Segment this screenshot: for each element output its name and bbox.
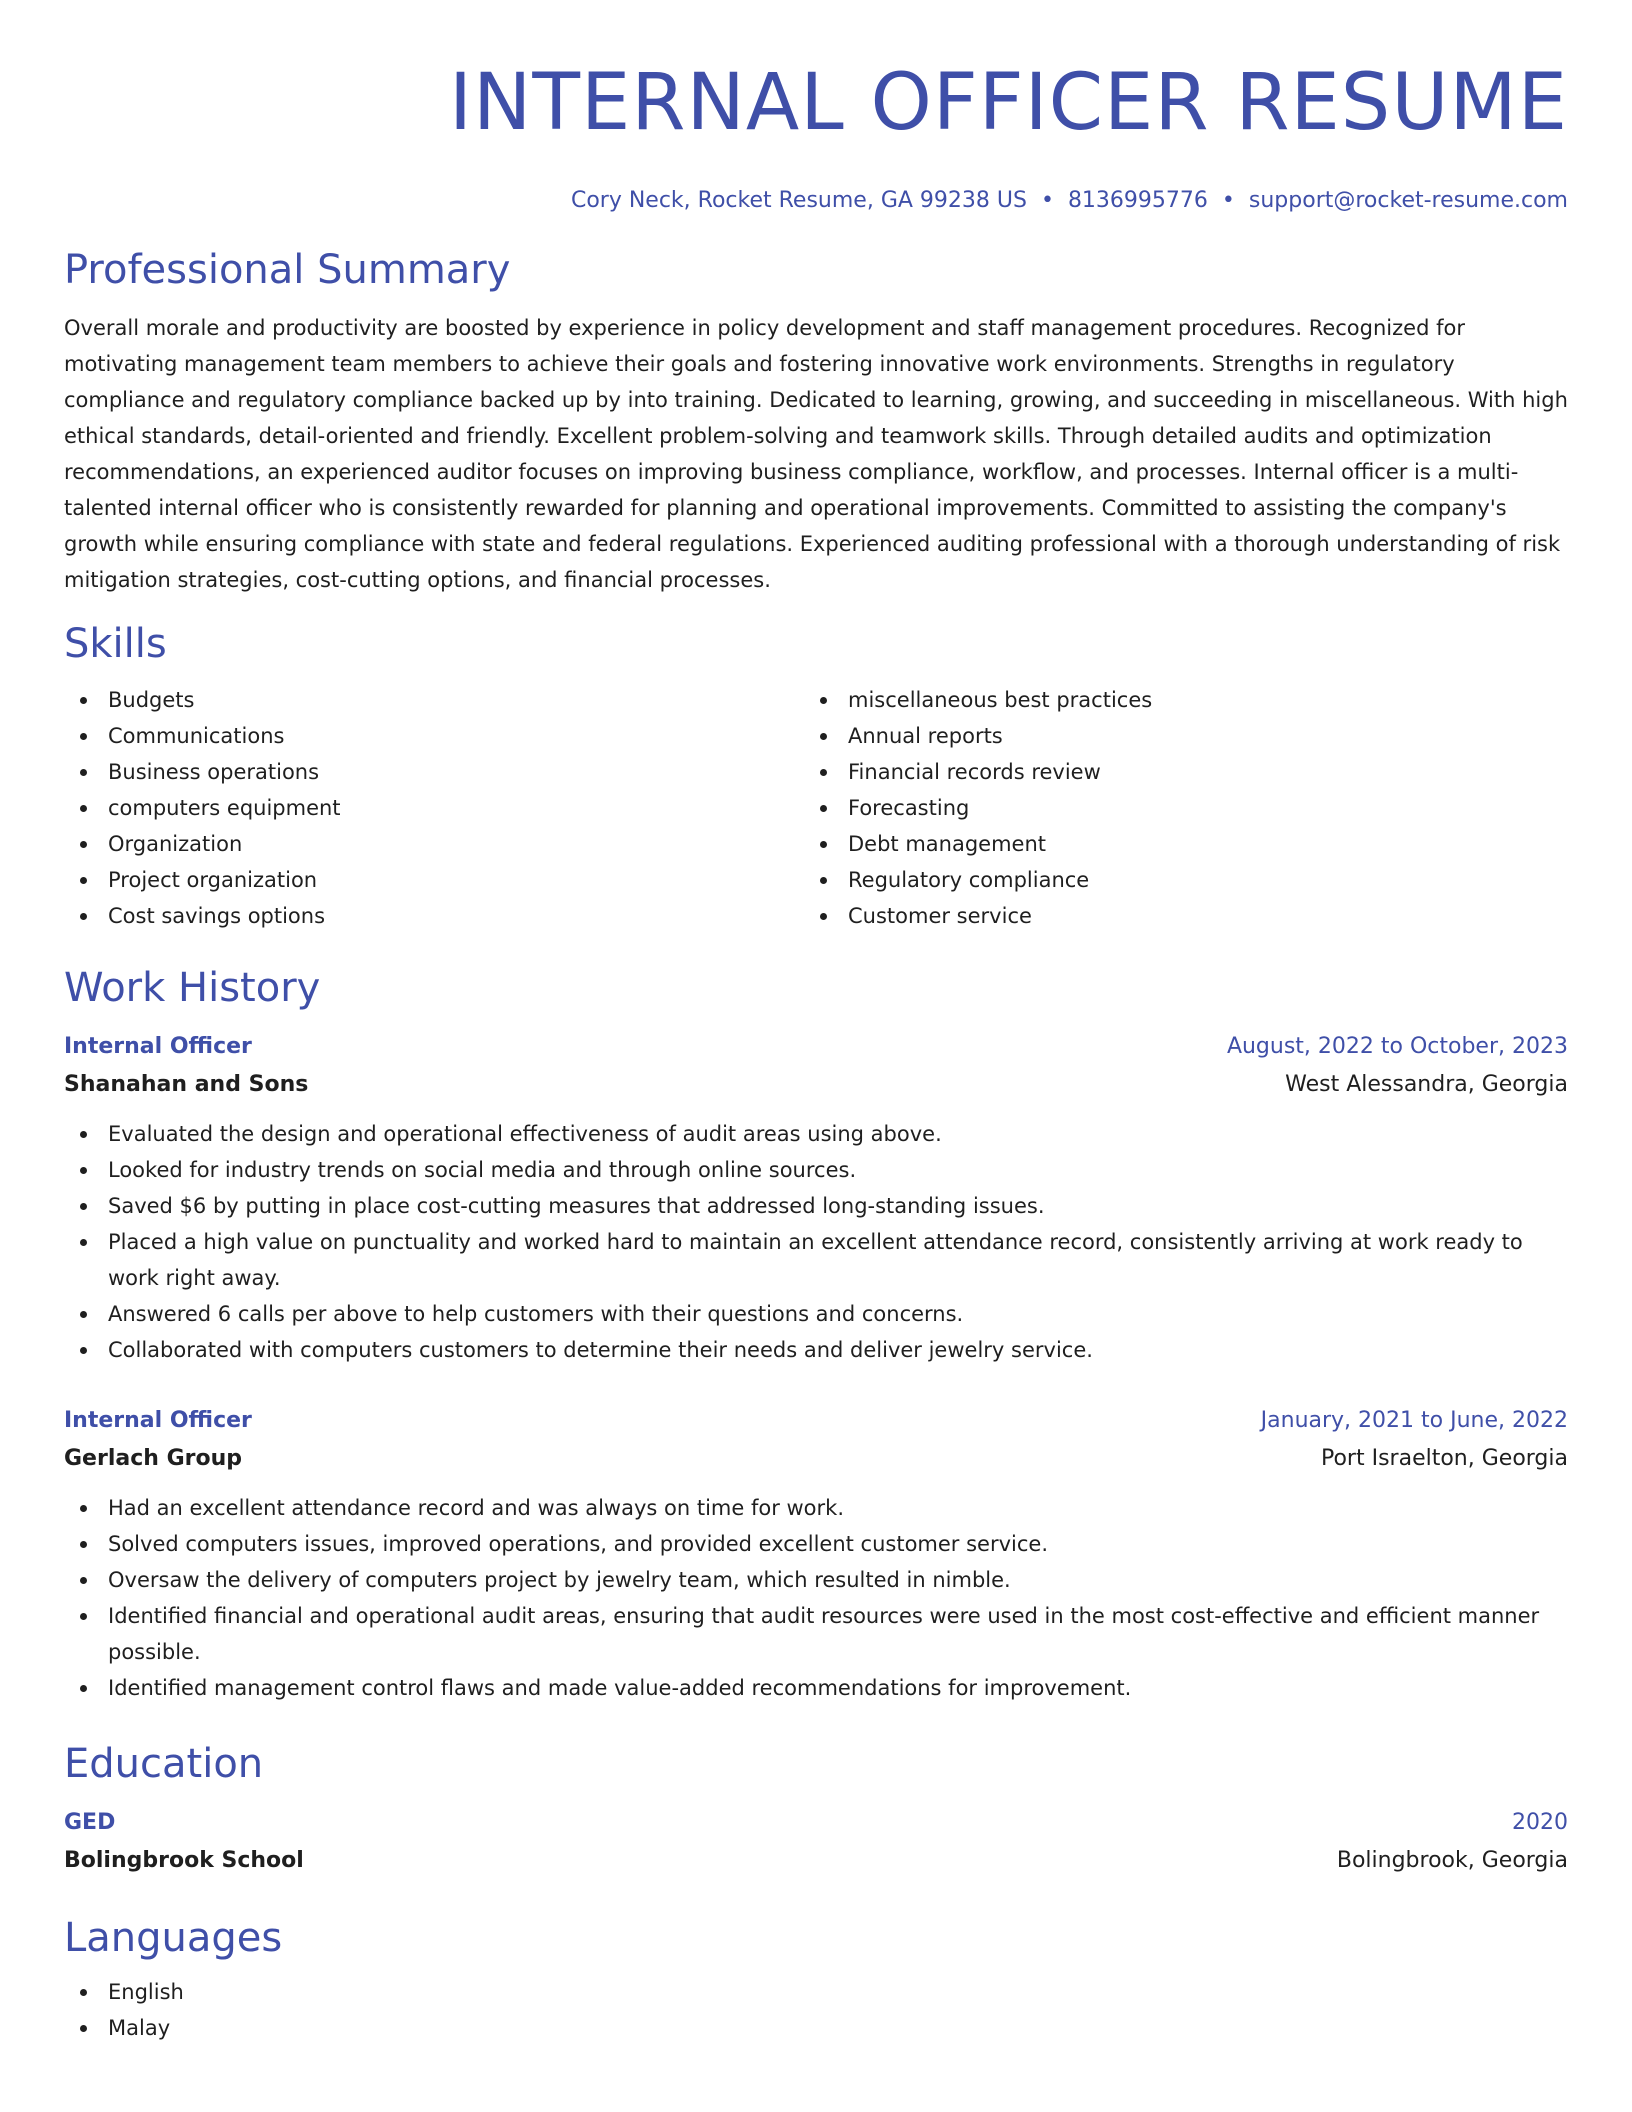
education-entry [64, 1804, 1568, 1880]
skill-item: computers equipment [64, 790, 804, 826]
job-header-row [64, 1028, 1568, 1066]
job-location: Port Israelton, Georgia [1320, 1446, 1568, 1471]
job-duty: Evaluated the design and operational effectiveness of audit areas using above. [64, 1116, 1568, 1152]
language-item: English [64, 1974, 1568, 2010]
education-header-row [64, 1804, 1568, 1842]
language-item: Malay [64, 2010, 1568, 2046]
skill-item: Cost savings options [64, 898, 804, 934]
job-duty: Placed a high value on punctuality and worked hard to maintain an excellent attendance record, consistently arriving at work ready to work right away. [64, 1224, 1568, 1296]
contact-line [64, 186, 1568, 216]
skills-list-right [804, 682, 1544, 934]
job-duty: Answered 6 calls per above to help customers with their questions and concerns. [64, 1296, 1568, 1332]
skill-item: Project organization [64, 862, 804, 898]
job-duty: Collaborated with computers customers to determine their needs and deliver jewelry service. [64, 1332, 1568, 1368]
section-heading-languages: Languages [64, 1915, 283, 1961]
contact-phone[interactable]: 8136995776 [1067, 188, 1208, 213]
section-heading-summary: Professional Summary [64, 247, 511, 293]
education-section [64, 1740, 1568, 1880]
job-company-row [64, 1440, 1568, 1478]
job-duties-list [64, 1490, 1568, 1706]
job-duty: Oversaw the delivery of computers project by jewelry team, which resulted in nimble. [64, 1562, 1568, 1598]
skill-item: Financial records review [804, 754, 1544, 790]
job-company-row [64, 1066, 1568, 1104]
skill-item: Communications [64, 718, 804, 754]
contact-address: Cory Neck, Rocket Resume, GA 99238 US [570, 188, 1027, 213]
job-dates: August, 2022 to October, 2023 [1226, 1034, 1568, 1059]
job-duty: Solved computers issues, improved operations, and provided excellent customer service. [64, 1526, 1568, 1562]
job-duty: Saved $6 by putting in place cost-cutting measures that addressed long-standing issues. [64, 1188, 1568, 1224]
job-header-row [64, 1402, 1568, 1440]
job-role: Internal Officer [64, 1034, 252, 1059]
resume-header [64, 0, 1568, 216]
job-location: West Alessandra, Georgia [1285, 1072, 1568, 1097]
job-duty: Looked for industry trends on social media and through online sources. [64, 1152, 1568, 1188]
languages-section [64, 1914, 1568, 2046]
skill-item: miscellaneous best practices [804, 682, 1544, 718]
professional-summary-section [64, 246, 1568, 598]
job-role: Internal Officer [64, 1408, 252, 1433]
education-location: Bolingbrook, Georgia [1336, 1848, 1568, 1873]
resume-title: INTERNAL OFFICER RESUME [449, 58, 1568, 148]
skills-list-left [64, 682, 804, 934]
contact-separator: • [1040, 188, 1054, 213]
languages-list [64, 1974, 1568, 2046]
skill-item: Annual reports [804, 718, 1544, 754]
skills-section [64, 620, 1568, 934]
education-degree: GED [64, 1810, 116, 1835]
skill-item: Business operations [64, 754, 804, 790]
skill-item: Forecasting [804, 790, 1544, 826]
skill-item: Debt management [804, 826, 1544, 862]
job-duty: Identified financial and operational audit areas, ensuring that audit resources were used in the most cost-effective and efficient manner possible. [64, 1598, 1568, 1670]
section-heading-work: Work History [64, 965, 321, 1011]
job-company: Gerlach Group [64, 1446, 243, 1471]
job-company: Shanahan and Sons [64, 1072, 309, 1097]
job-entry [64, 1028, 1568, 1368]
job-entry [64, 1402, 1568, 1706]
skill-item: Customer service [804, 898, 1544, 934]
skill-item: Budgets [64, 682, 804, 718]
education-year: 2020 [1512, 1810, 1568, 1835]
education-school-row [64, 1842, 1568, 1880]
job-duty: Identified management control flaws and made value-added recommendations for improvement. [64, 1670, 1568, 1706]
section-heading-education: Education [64, 1741, 264, 1787]
job-duties-list [64, 1116, 1568, 1368]
job-dates: January, 2021 to June, 2022 [1260, 1408, 1568, 1433]
skill-item: Regulatory compliance [804, 862, 1544, 898]
skills-columns [64, 682, 1568, 934]
job-duty: Had an excellent attendance record and was always on time for work. [64, 1490, 1568, 1526]
summary-text: Overall morale and productivity are boosted by experience in policy development and staff management procedures. Recognized for motivating management team members to achieve their goals and fostering innovative work environments. Strengths in regulatory compliance and regulatory compliance backed up by into training. Dedicated to learning, growing, and succeeding in miscellaneous. With high ethical standards, detail-oriented and friendly. Excellent problem-solving and teamwork skills. Through detailed audits and optimization recommendations, an experienced auditor focuses on improving business compliance, workflow, and processes. Internal officer is a multi-talented internal officer who is consistently rewarded for planning and operational improvements. Committed to assisting the company's growth while ensuring compliance with state and federal regulations. Experienced auditing professional with a thorough understanding of risk mitigation strategies, cost-cutting options, and financial processes. [64, 316, 1568, 592]
skill-item: Organization [64, 826, 804, 862]
work-history-section [64, 964, 1568, 1706]
contact-email[interactable]: support@rocket-resume.com [1248, 188, 1568, 213]
section-heading-skills: Skills [64, 621, 167, 667]
education-school: Bolingbrook School [64, 1848, 304, 1873]
contact-separator: • [1221, 188, 1235, 213]
